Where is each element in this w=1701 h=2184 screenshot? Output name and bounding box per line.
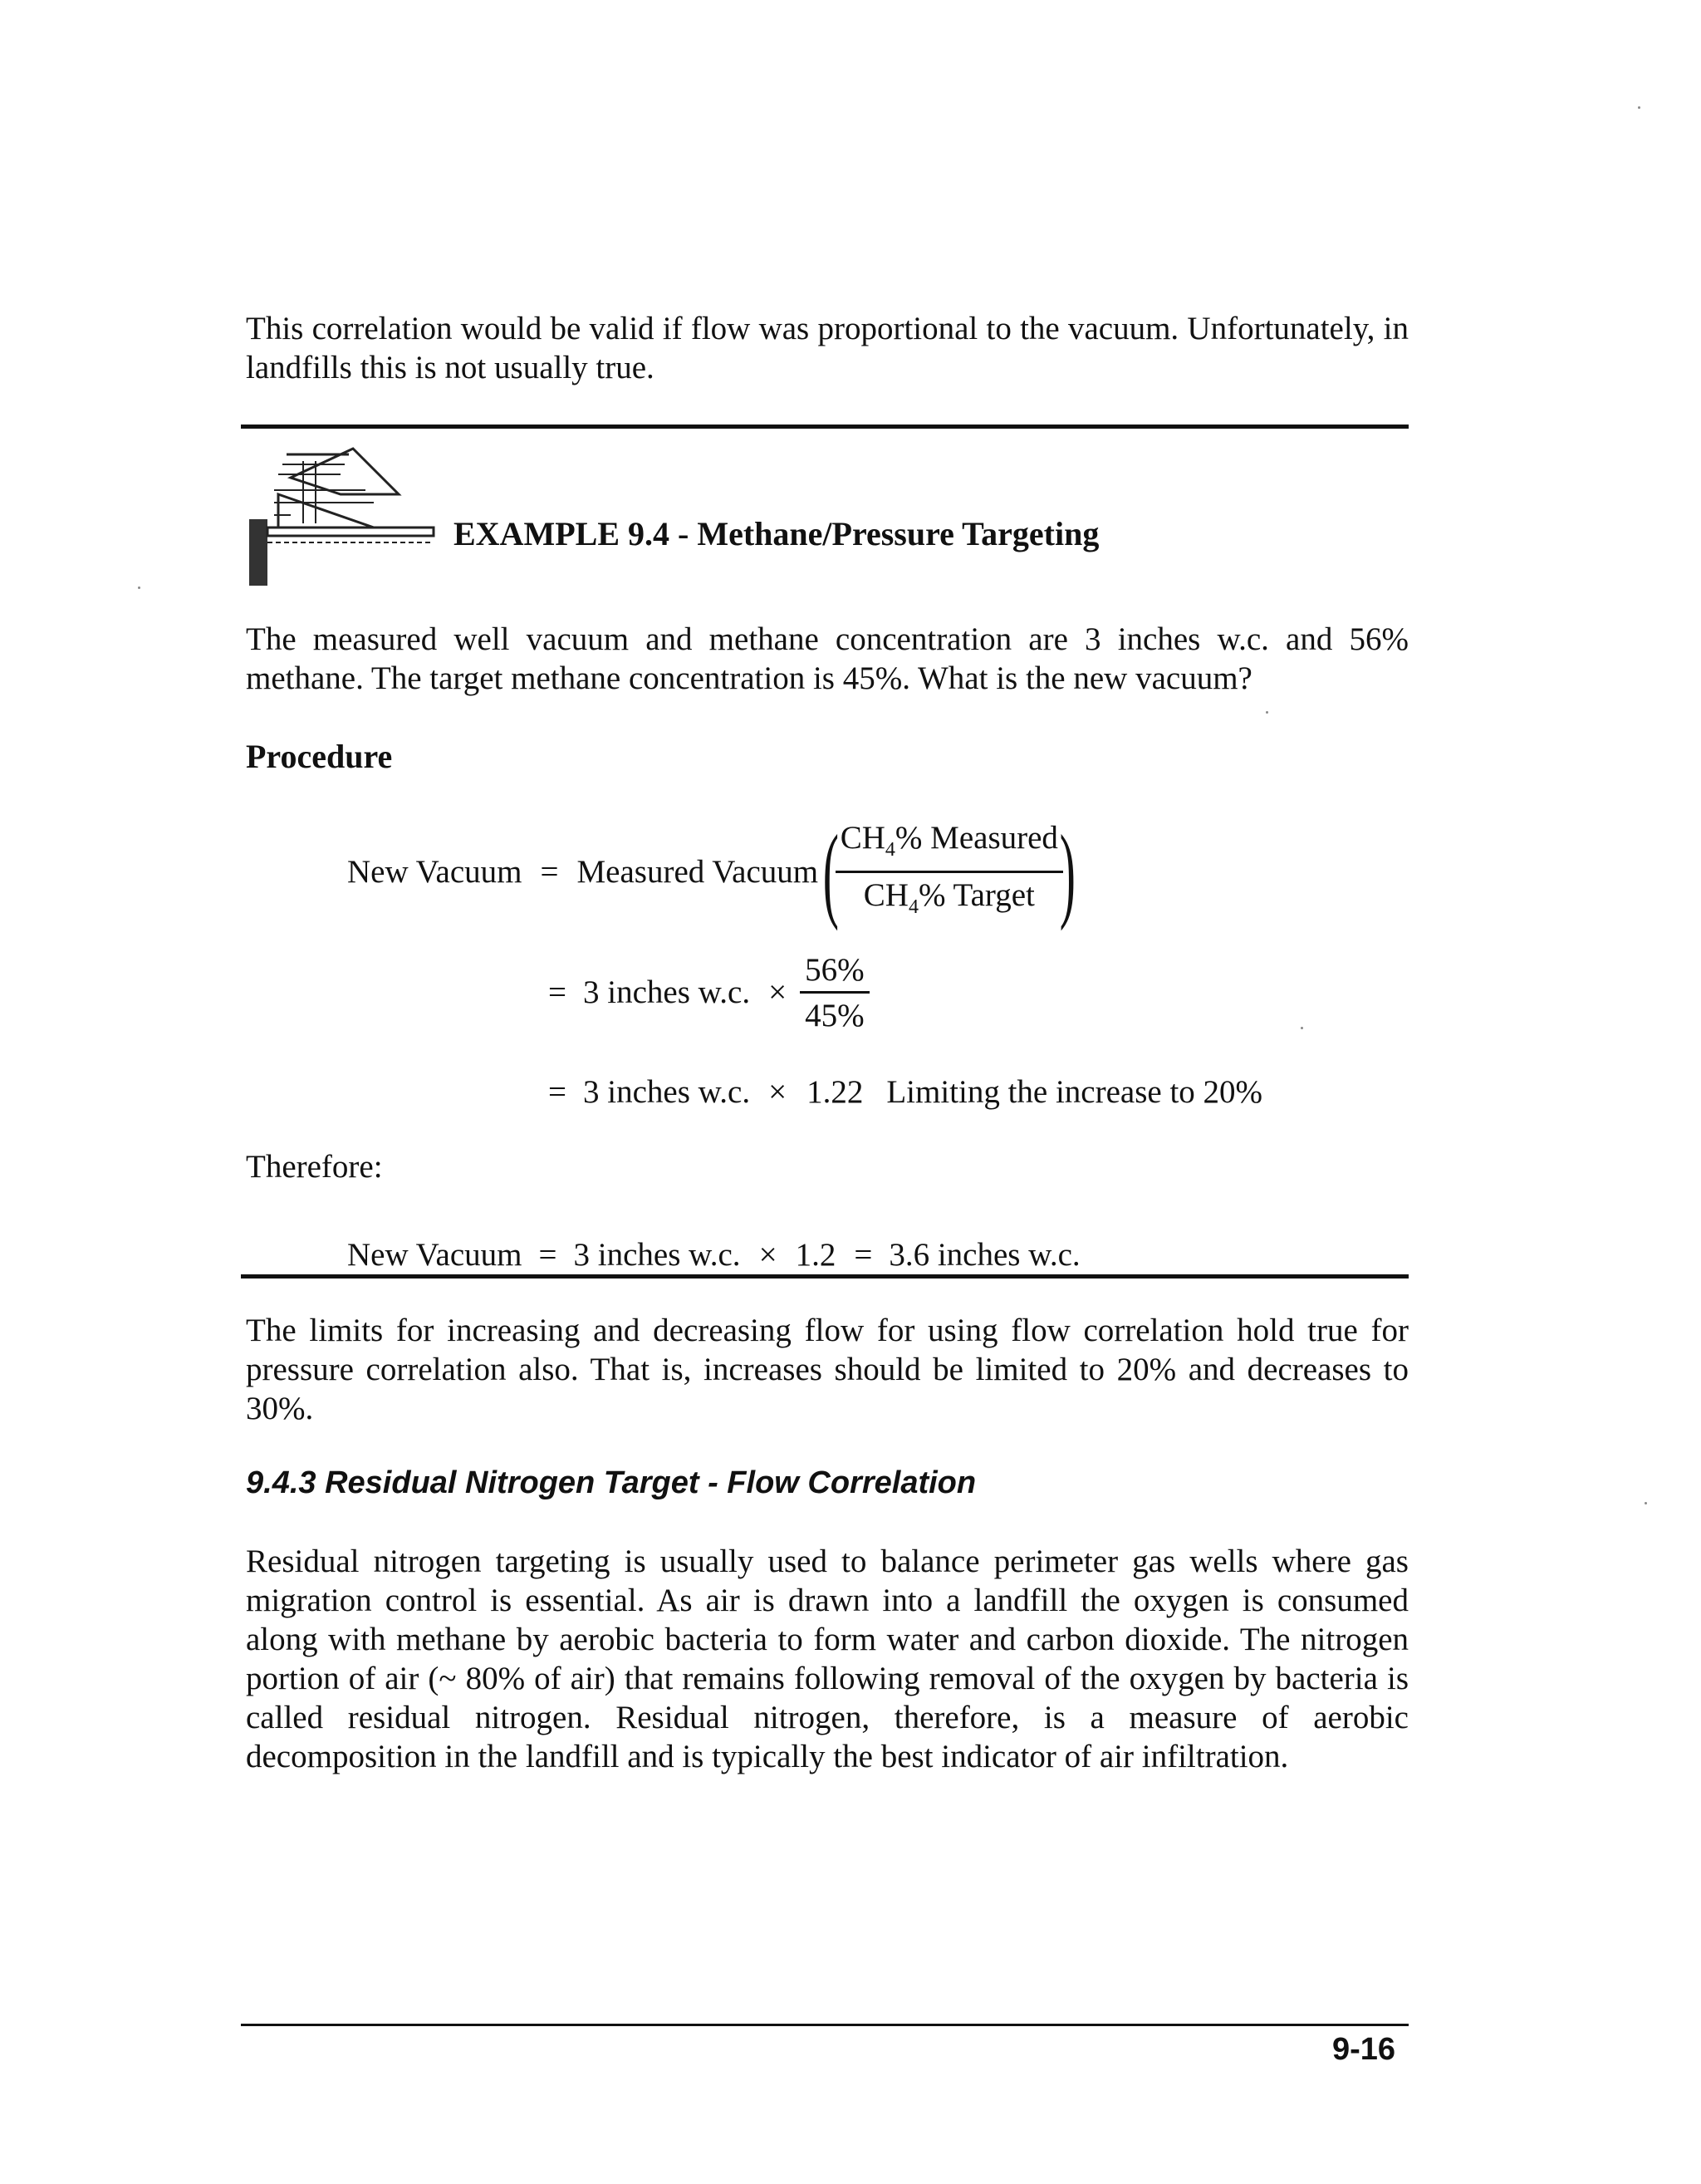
example-bottom-rule	[241, 1274, 1409, 1278]
step2-value: 3 inches w.c.	[583, 1074, 751, 1110]
result-equals2: =	[854, 1237, 873, 1273]
num-suffix: % Measured	[895, 819, 1058, 856]
num-sub: 4	[885, 838, 895, 861]
scan-speck	[1301, 1027, 1303, 1029]
section-title: Residual Nitrogen Target - Flow Correlation	[325, 1465, 977, 1500]
step1-formula	[548, 947, 870, 1038]
step2-factor: 1.22	[806, 1074, 864, 1110]
result-factor: 1.2	[795, 1237, 836, 1273]
den-suffix: % Target	[918, 876, 1035, 913]
step1-value: 3 inches w.c.	[583, 974, 751, 1010]
step1-denominator: 45%	[800, 991, 870, 1035]
step1-times: ×	[768, 974, 787, 1010]
step2-times: ×	[768, 1074, 787, 1110]
scan-speck	[138, 586, 140, 589]
step1-equals: =	[548, 974, 566, 1010]
step1-fraction	[800, 951, 870, 1035]
result-value: 3 inches w.c.	[573, 1237, 741, 1273]
num-ch: CH	[840, 819, 885, 856]
right-paren-icon: )	[1059, 813, 1076, 931]
formula-lhs: New Vacuum	[347, 854, 522, 890]
nitrogen-paragraph: Residual nitrogen targeting is usually used to balance perimeter gas wells where gas migration control is essential. As air is drawn into a landfill the oxygen is consumed along with methane by aerobic bacteria to form water and carbon dioxide. The nitrogen portion of air (~ 80% of air) that remains following removal of the oxygen by bacteria is called residual nitrogen. Residual nitrogen, therefore, is a measure of aerobic decomposition in the landfill and is typically the best indicator of air infiltration.	[246, 1544, 1409, 1774]
footer-rule	[241, 2024, 1409, 2026]
section-number: 9.4.3	[246, 1465, 316, 1500]
formula-factor: Measured Vacuum	[576, 854, 819, 890]
result-times: ×	[758, 1237, 777, 1273]
den-sub: 4	[908, 896, 919, 918]
limits-paragraph: The limits for increasing and decreasing flow for using flow correlation hold true for pressure correlation also. That is, increases should be limited to 20% and decreases to 30%.	[246, 1313, 1409, 1426]
left-paren-icon: (	[822, 813, 840, 931]
den-ch: CH	[863, 876, 909, 913]
example-top-rule	[241, 425, 1409, 429]
formula-fraction	[836, 819, 1063, 926]
result-lhs: New Vacuum	[347, 1237, 522, 1273]
step1-numerator: 56%	[805, 951, 865, 988]
page-number: 9-16	[1332, 2032, 1396, 2067]
scan-speck	[1638, 106, 1640, 109]
procedure-heading: Procedure	[246, 738, 393, 775]
step2-formula	[548, 1073, 1262, 1112]
step2-equals: =	[548, 1074, 566, 1110]
result-equals: =	[538, 1237, 557, 1273]
scan-speck	[1645, 1502, 1647, 1504]
section-heading	[246, 1465, 976, 1501]
result-answer: 3.6 inches w.c.	[889, 1237, 1081, 1273]
formula-equals: =	[540, 854, 559, 890]
step2-note: Limiting the increase to 20%	[886, 1074, 1263, 1110]
intro-paragraph: This correlation would be valid if flow was proportional to the vacuum. Unfortunately, in landfills this is not usually true.	[246, 311, 1409, 385]
main-formula	[347, 814, 1086, 930]
therefore-label: Therefore:	[246, 1149, 383, 1185]
result-formula	[347, 1236, 1081, 1274]
example-title: EXAMPLE 9.4 - Methane/Pressure Targeting	[453, 515, 1100, 552]
drafting-tools-icon	[241, 444, 440, 594]
example-problem: The measured well vacuum and methane concentration are 3 inches w.c. and 56% methane. The target methane concentration is 45%. What is the new vacuum?	[246, 621, 1409, 696]
scan-speck	[1266, 711, 1268, 714]
